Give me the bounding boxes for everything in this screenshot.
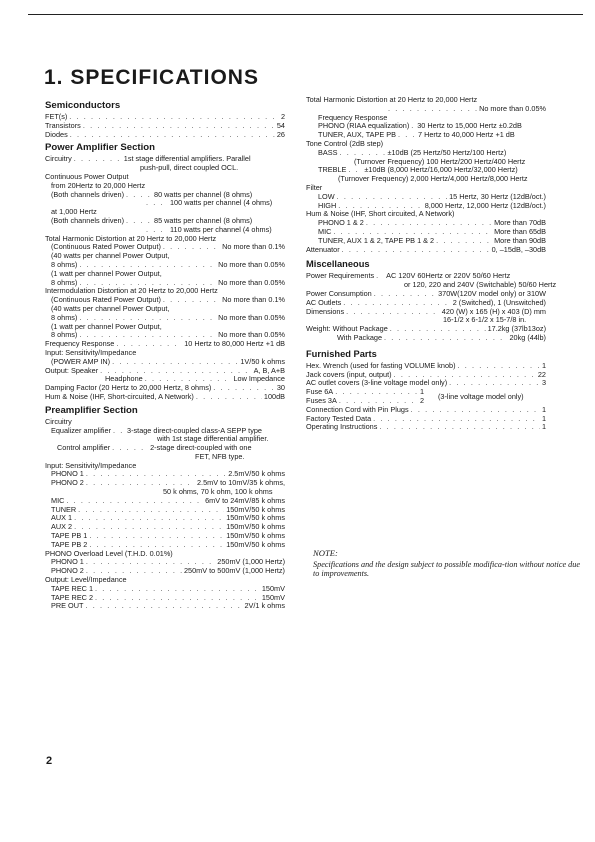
- spec-row-output: Output: Speaker . . . A, B, A+B: [45, 367, 285, 376]
- spec-cpo-label: Continuous Power Output: [45, 171, 129, 181]
- spec-row-power-cons: Power Consumption . . . 370W(120V model only) or 310W: [306, 290, 546, 299]
- spec-row-cpo1k-8: (Both channels driven) . . . 85 watts per channel (8 ohms): [45, 217, 285, 226]
- spec-row-transistors: Transistors . . . 54: [45, 122, 285, 131]
- spec-thd-label: Total Harmonic Distortion at 20 Hertz to 20,000 Hertz: [45, 233, 217, 243]
- page-number: 2: [46, 755, 53, 767]
- spec-preamp-input-label: Input: Sensitivity/Impedance: [45, 460, 137, 470]
- spec-eq-cont: with 1st stage differential amplifier.: [157, 434, 269, 444]
- spec-row-ac-outlets: AC Outlets . . . 2 (Switched), 1 (Unswitched): [306, 299, 546, 308]
- spec-overload-label: PHONO Overload Level (T.H.D. 0.01%): [45, 548, 173, 558]
- spec-row-circuitry: Circuitry . . . 1st stage differential amplifiers. Parallel: [45, 155, 285, 164]
- spec-row-r-treble: TREBLE . . . ±10dB (8,000 Hertz/16,000 Hertz/32,000 Hertz): [306, 166, 546, 175]
- spec-row-fets: FET(s) . . . 2: [45, 113, 285, 122]
- spec-r-hum-label: Hum & Noise (IHF, Short circuited, A Network): [306, 209, 455, 219]
- spec-imd-1w: (1 watt per channel Power Output,: [51, 321, 162, 331]
- spec-row-r-thd: . . . No more than 0.05%: [306, 105, 546, 114]
- spec-row-instructions: Operating Instructions . . . 1: [306, 423, 546, 432]
- spec-row-thd-8b: 8 ohms) . . . No more than 0.05%: [45, 279, 285, 288]
- spec-r-filter-label: Filter: [306, 182, 323, 192]
- spec-cpo-1k: at 1,000 Hertz: [51, 207, 97, 217]
- spec-row-imd-8a: 8 ohms) . . . No more than 0.05%: [45, 314, 285, 323]
- note-block: [313, 549, 583, 579]
- spec-row-hum: Hum & Noise (IHF, Short-circuited, A Network) . . . 100dB: [45, 393, 285, 402]
- spec-row-outlet-covers: AC outlet covers (3-line voltage model only) . . . 3: [306, 379, 546, 388]
- spec-circuitry-cont: push-pull, direct coupled OCL.: [140, 163, 239, 173]
- spec-row-weight: Weight: Without Package . . . 17.2kg (37lb13oz): [306, 325, 546, 334]
- spec-row-tuner: TUNER . . . 150mV/50 k ohms: [45, 506, 285, 515]
- top-rule: [28, 14, 583, 15]
- spec-row-jack-covers: Jack covers (input, output) . . . 22: [306, 371, 546, 380]
- note-title: NOTE:: [313, 548, 338, 558]
- spec-row-hex-wrench: Hex. Wrench (used for fasting VOLUME knob) . . . 1: [306, 362, 546, 371]
- spec-imd-40w: (40 watts per channel Power Output,: [51, 303, 170, 313]
- spec-r-thd-label: Total Harmonic Distortion at 20 Hertz to 20,000 Hertz: [306, 95, 478, 104]
- spec-dimensions-cont: 16-1/2 x 6-1/2 x 15-7/8 in.: [443, 315, 527, 325]
- spec-row-taperec2: TAPE REC 2 . . . 150mV: [45, 594, 285, 603]
- spec-row-ctrl: Control amplifier . . . 2-stage direct-coupled with one: [45, 444, 285, 453]
- spec-row-aux1: AUX 1 . . . 150mV/50 k ohms: [45, 514, 285, 523]
- spec-row-r-freq-tuner: TUNER, AUX, TAPE PB . . . 7 Hertz to 40,000 Hertz +1 dB: [306, 131, 546, 140]
- spec-r-tone-label: Tone Control (2dB step): [306, 138, 384, 148]
- spec-row-r-low: LOW . . . 15 Hertz, 30 Hertz (12dB/oct.): [306, 193, 546, 202]
- spec-row-cpo-4: . . . 100 watts per channel (4 ohms): [45, 199, 285, 208]
- spec-row-eq: Equalizer amplifier . . . 3-stage direct-coupled class-A SEPP type: [45, 427, 285, 436]
- spec-row-fuse3a: Fuses 3A . . . 2: [306, 397, 424, 406]
- spec-row-thd-8a: 8 ohms) . . . No more than 0.05%: [45, 261, 285, 270]
- page-title: 1. SPECIFICATIONS: [44, 66, 259, 89]
- spec-row-overload-phono2: PHONO 2 . . . 250mV to 500mV (1,000 Hertz): [45, 567, 285, 576]
- spec-row-r-hum-tuner: TUNER, AUX 1 & 2, TAPE PB 1 & 2 . . . More than 90dB: [306, 237, 546, 246]
- spec-row-phono2: PHONO 2 . . . 2.5mV to 10mV/35 k ohms,: [45, 479, 285, 488]
- spec-row-connection-cord: Connection Cord with Pin Plugs . . . 1: [306, 406, 546, 415]
- spec-row-r-high: HIGH . . . 8,000 Hertz, 12,000 Hertz (12dB/oct.): [306, 202, 546, 211]
- spec-row-imd-rated: (Continuous Rated Power Output) . . . No more than 0.1%: [45, 296, 285, 305]
- spec-row-factory-data: Factory Tested Data . . . 1: [306, 415, 546, 424]
- spec-row-headphone: Headphone . . . Low Impedance: [45, 375, 285, 384]
- spec-r-freq-label: Frequency Response: [318, 112, 388, 122]
- spec-row-cpo-8: (Both channels driven) . . . 80 watts per channel (8 ohms): [45, 191, 285, 200]
- spec-row-cpo1k-4: . . . 110 watts per channel (4 ohms): [45, 226, 285, 235]
- spec-row-r-hum-phono: PHONO 1 & 2 . . . More than 70dB: [306, 219, 546, 228]
- left-column: [45, 97, 285, 611]
- furnished-heading: Furnished Parts: [306, 348, 377, 359]
- spec-thd-1w: (1 watt per channel Power Output,: [51, 268, 162, 278]
- preamp-heading: Preamplifier Section: [45, 404, 138, 416]
- spec-row-imd-8b: 8 ohms) . . . No more than 0.05%: [45, 331, 285, 340]
- spec-row-taperec1: TAPE REC 1 . . . 150mV: [45, 585, 285, 594]
- spec-row-diodes: Diodes . . . 26: [45, 131, 285, 140]
- spec-preamp-circuitry: Circuitry: [45, 416, 72, 426]
- spec-row-freq: Frequency Response . . . 10 Hertz to 80,000 Hertz +1 dB: [45, 340, 285, 349]
- spec-ctrl-cont: FET, NFB type.: [195, 451, 245, 461]
- spec-row-overload-phono1: PHONO 1 . . . 250mV (1,000 Hertz): [45, 558, 285, 567]
- spec-row-dimensions: Dimensions . . . 420 (W) x 165 (H) x 403 (D) mm: [306, 308, 546, 317]
- spec-row-weight-pkg: With Package . . . 20kg (44lb): [306, 334, 546, 343]
- misc-heading: Miscellaneous: [306, 259, 370, 270]
- spec-fuse-note: (3-line voltage model only): [438, 391, 524, 401]
- spec-row-power-req: Power Requirements . . . AC 120V 60Hertz or 220V 50/60 Hertz: [306, 272, 546, 281]
- spec-row-r-attenuator: Attenuator . . . 0, –15dB, –30dB: [306, 246, 546, 255]
- semiconductors-heading: Semiconductors: [45, 100, 121, 111]
- spec-row-r-hum-mic: MIC . . . More than 65dB: [306, 228, 546, 237]
- spec-fuses-block: [306, 388, 546, 406]
- spec-power-req-cont: or 120, 220 and 240V (Switchable) 50/60 Hertz: [404, 280, 557, 290]
- spec-row-mic: MIC . . . 6mV to 24mV/85 k ohms: [45, 497, 285, 506]
- spec-imd-label: Intermodulation Distortion at 20 Hertz to 20,000 Hertz: [45, 286, 218, 296]
- spec-row-tapepb2: TAPE PB 2 . . . 150mV/50 k ohms: [45, 541, 285, 550]
- spec-thd-40w: (40 watts per channel Power Output,: [51, 251, 170, 261]
- spec-row-phono1: PHONO 1 . . . 2.5mV/50 k ohms: [45, 470, 285, 479]
- spec-row-thd-rated: (Continuous Rated Power Output) . . . No more than 0.1%: [45, 243, 285, 252]
- spec-cpo-range: from 20Hertz to 20,000 Hertz: [51, 180, 146, 190]
- spec-row-fuse6a: Fuse 6A . . . 1: [306, 388, 424, 397]
- power-amp-heading: Power Amplifier Section: [45, 142, 155, 154]
- spec-row-input-pa: (POWER AMP IN) . . . 1V/50 k ohms: [45, 358, 285, 367]
- spec-input-label: Input: Sensitivity/Impedance: [45, 347, 137, 357]
- spec-row-r-freq-phono: PHONO (RIAA equalization) . . . 30 Hertz to 15,000 Hertz ±0.2dB: [306, 122, 546, 131]
- spec-row-r-bass: BASS . . . ±10dB (25 Hertz/50 Hertz/100 Hertz): [306, 149, 546, 158]
- spec-r-bass-cont: (Turnover Frequency) 100 Hertz/200 Hertz/400 Hertz: [354, 156, 526, 166]
- spec-row-damping: Damping Factor (20 Hertz to 20,000 Hertz, 8 ohms) . . . 30: [45, 384, 285, 393]
- spec-row-tapepb1: TAPE PB 1 . . . 150mV/50 k ohms: [45, 532, 285, 541]
- spec-phono2-cont: 50 k ohms, 70 k ohm, 100 k ohms: [163, 487, 273, 497]
- note-text: Specifications and the design subject to possible modifica-tion without notice due to improvements.: [313, 559, 580, 579]
- spec-row-aux2: AUX 2 . . . 150mV/50 k ohms: [45, 523, 285, 532]
- spec-row-preout: PRE OUT . . . 2V/1 k ohms: [45, 602, 285, 611]
- right-column: [306, 95, 557, 432]
- spec-output-level-label: Output: Level/Impedance: [45, 575, 127, 585]
- spec-r-treble-cont: (Turnover Frequency) 2,000 Hertz/4,000 Hertz/8,000 Hertz: [338, 174, 528, 184]
